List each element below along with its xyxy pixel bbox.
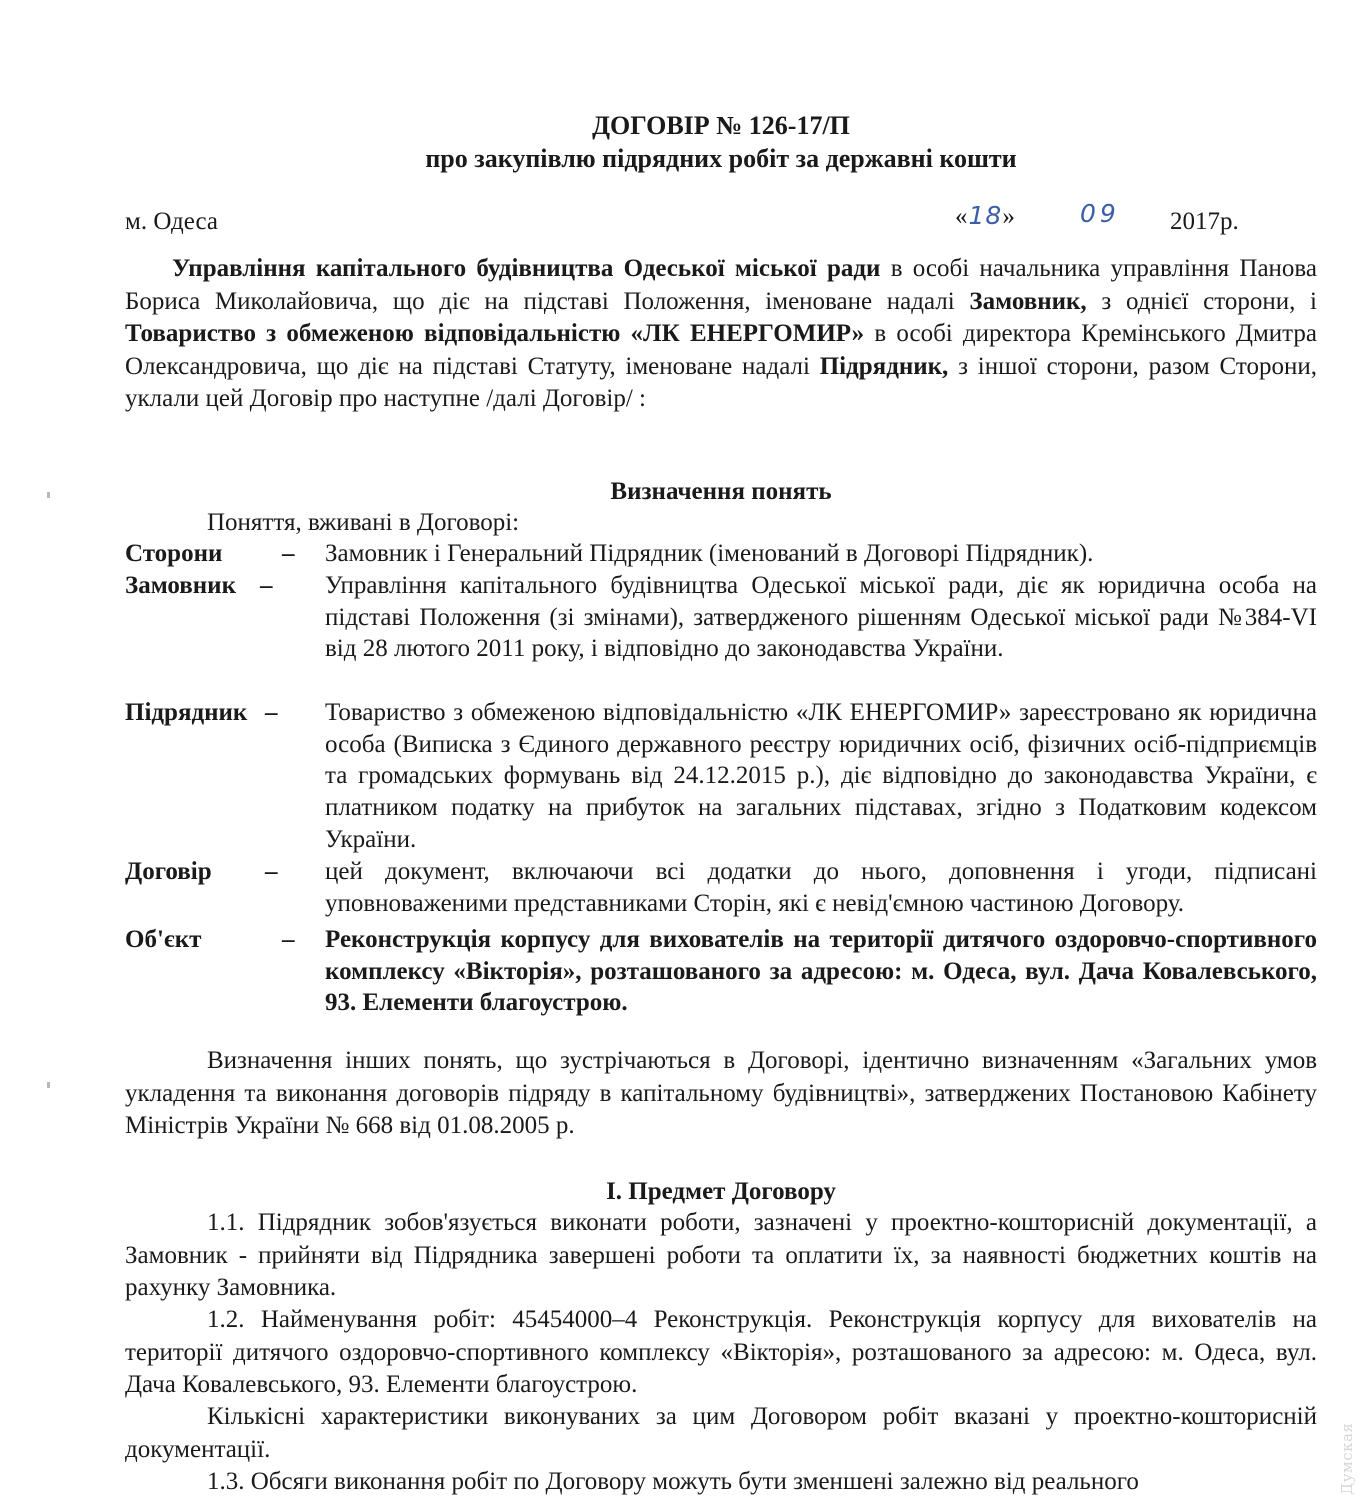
clause-1-3: 1.3. Обсяги виконання робіт по Договору можуть бути зменшені залежно від реального bbox=[207, 1468, 1139, 1495]
term-dash: – bbox=[265, 699, 278, 726]
scan-artifact bbox=[47, 492, 50, 498]
year: 2017р. bbox=[1170, 208, 1239, 235]
term-dash: – bbox=[282, 926, 295, 953]
preamble-paragraph: Управління капітального будівництва Одеської міської ради в особі начальника управління Панова Бориса Миколайовича, що діє на підставі Положення, іменоване надалі Замовник, з однієї сторони, і Товариство з обмеженою відповідальністю «ЛК ЕНЕРГОМИР» в особі директора Кремінського Дмитра Олександровича, що діє на підставі Статуту, іменоване надалі Підрядник, з іншої сторони, разом Сторони, уклали цей Договір про наступне /далі Договір/ : bbox=[125, 255, 1317, 412]
customer-name: Управління капітального будівництва Одеської міської ради bbox=[172, 255, 881, 282]
handwritten-month: 09 bbox=[1080, 199, 1120, 228]
definitions-heading: Визначення понять bbox=[610, 478, 832, 505]
term-label: Сторони bbox=[125, 540, 223, 567]
term-dash: – bbox=[265, 858, 278, 885]
handwritten-day: «18» bbox=[955, 201, 1016, 230]
contractor-name: Товариство з обмеженою відповідальністю «ЛК ЕНЕРГОМИР» bbox=[125, 320, 865, 347]
term-definition: Управління капітального будівництва Одеської міської ради, діє як юридична особа на підставі Положення (зі змінами), затвердженого рішенням Одеської міської ради №384-VI від 28 лютого 2011 року, і відповідно до законодавства України. bbox=[325, 572, 1317, 663]
term-dash: – bbox=[260, 572, 273, 599]
term-label: Замовник bbox=[125, 572, 236, 599]
contractor-role: Підрядник, bbox=[819, 352, 949, 380]
place-date-line bbox=[125, 199, 1317, 239]
scan-artifact bbox=[47, 1082, 50, 1088]
term-label: Об'єкт bbox=[125, 926, 202, 953]
city: м. Одеса bbox=[125, 208, 218, 235]
other-terms-paragraph: Визначення інших понять, що зустрічаються в Договорі, ідентично визначенням «Загальних умов укладення та виконання договорів підряду в капітальному будівництві», затверджених Постановою Кабінету Міністрів України № 668 від 01.08.2005 р. bbox=[125, 1047, 1317, 1139]
term-definition: Реконструкція корпусу для вихователів на території дитячого оздоровчо-спортивного комплексу «Вікторія», розташованого за адресою: м. Одеса, вул. Дача Ковалевського, 93. Елементи благоустрою. bbox=[325, 926, 1317, 1017]
definitions-intro: Поняття, вживані в Договорі: bbox=[207, 509, 520, 536]
term-label: Договір bbox=[125, 858, 212, 885]
clause-1-1: 1.1. Підрядник зобов'язується виконати роботи, зазначені у проектно-кошторисній документації, а Замовник - прийняти від Підрядника завершені роботи та оплатити їх, за наявності бюджетних коштів на рахунку Замовника. bbox=[125, 1209, 1317, 1301]
section-1-heading: І. Предмет Договору bbox=[606, 1178, 836, 1205]
term-definition: цей документ, включаючи всі додатки до нього, доповнення і угоди, підписані уповноваженими представниками Сторін, які є невід'ємною частиною Договору. bbox=[325, 858, 1317, 917]
clause-quantities: Кількісні характеристики виконуваних за цим Договором робіт вказані у проектно-кошторисній документації. bbox=[125, 1403, 1317, 1463]
term-label: Підрядник bbox=[125, 699, 248, 726]
term-definition: Товариство з обмеженою відповідальністю «ЛК ЕНЕРГОМИР» зареєстровано як юридична особа (Виписка з Єдиного державного реєстру юридичних осіб, фізичних осіб-підприємців та громадських формувань від 24.12.2015 р.), діє відповідно до законодавства України, є платником податку на прибуток на загальних підставах, згідно з Податковим кодексом України. bbox=[325, 699, 1317, 853]
contract-title: ДОГОВІР № 126-17/П bbox=[592, 111, 850, 140]
customer-role: Замовник, bbox=[969, 287, 1087, 315]
contract-subtitle: про закупівлю підрядних робіт за державні кошти bbox=[425, 144, 1017, 173]
term-dash: – bbox=[282, 540, 295, 567]
watermark: Думская bbox=[1338, 1422, 1356, 1495]
term-definition: Замовник і Генеральний Підрядник (іменований в Договорі Підрядник). bbox=[325, 540, 1094, 567]
clause-1-2: 1.2. Найменування робіт: 45454000–4 Реконструкція. Реконструкція корпусу для вихователів на території дитячого оздоровчо-спортивного комплексу «Вікторія», розташованого за адресою: м. Одеса, вул. Дача Ковалевського, 93. Елементи благоустрою. bbox=[125, 1306, 1317, 1398]
